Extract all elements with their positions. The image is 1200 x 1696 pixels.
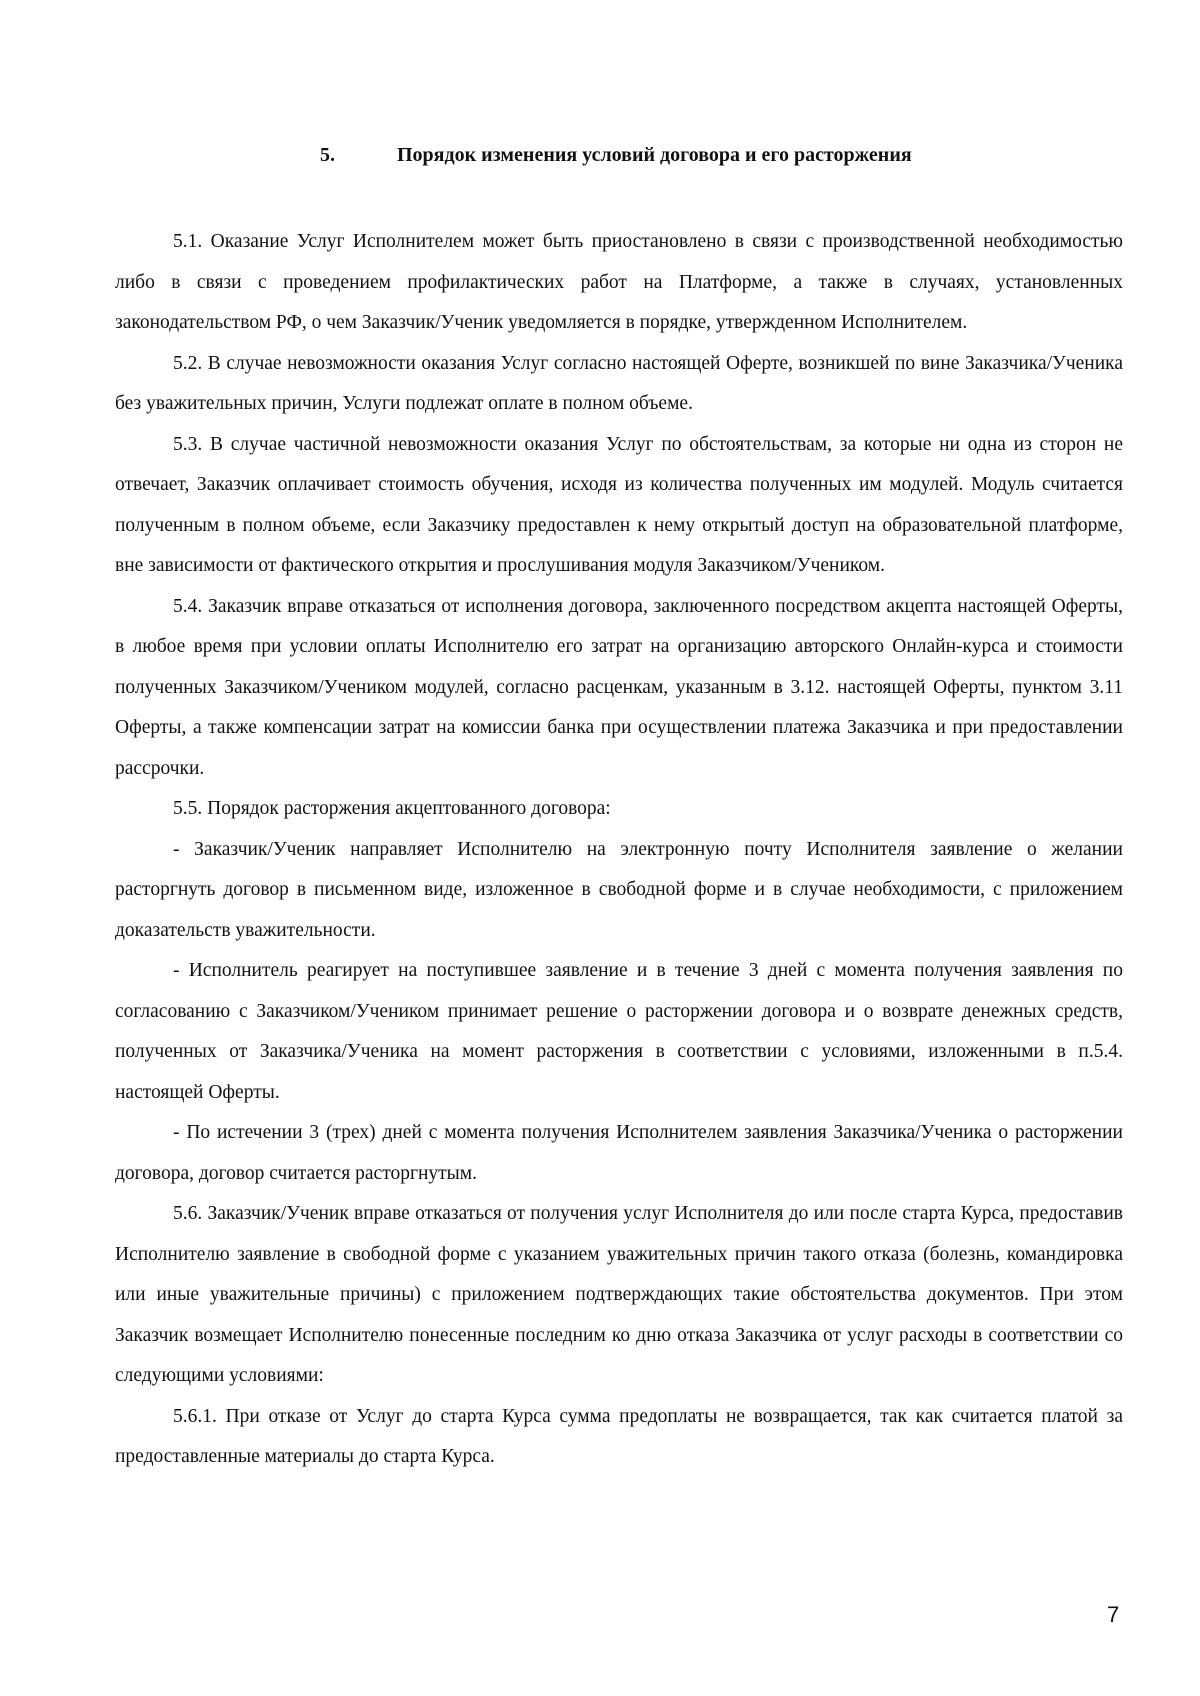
section-number: 5. xyxy=(320,144,335,166)
paragraph-5-1: 5.1. Оказание Услуг Исполнителем может быть приостановлено в связи с производственной необходимостью либо в связи с проведением профилактических работ на Платформе, а также в случаях, установленных законодательством РФ, о чем Заказчик/Ученик уведомляется в порядке, утвержденном Исполнителем. xyxy=(115,231,1123,333)
paragraph-5-6: 5.6. Заказчик/Ученик вправе отказаться от получения услуг Исполнителя до или после старта Курса, предоставив Исполнителю заявление в свободной форме с указанием уважительных причин такого отказа (болезнь, командировка или иные уважительные причины) с приложением подтверждающих такие обстоятельства документов. При этом Заказчик возмещает Исполнителю понесенные последним ко дню отказа Заказчика от услуг расходы в соответствии со следующими условиями: xyxy=(115,1203,1123,1386)
list-item-termination: - По истечении 3 (трех) дней с момента получения Исполнителем заявления Заказчика/Ученика о расторжении договора, договор считается расторгнутым. xyxy=(115,1122,1123,1184)
list-item-application: - Заказчик/Ученик направляет Исполнителю на электронную почту Исполнителя заявление о желании расторгнуть договор в письменном виде, изложенное в свободной форме и в случае необходимости, с приложением доказательств уважительности. xyxy=(115,838,1123,941)
section-title: Порядок изменения условий договора и его расторжения xyxy=(397,144,912,166)
paragraph-5-6-1: 5.6.1. При отказе от Услуг до старта Курса сумма предоплаты не возвращается, так как считается платой за предоставленные материалы до старта Курса. xyxy=(115,1405,1123,1467)
paragraph-5-4: 5.4. Заказчик вправе отказаться от исполнения договора, заключенного посредством акцепта настоящей Оферты, в любое время при условии оплаты Исполнителю его затрат на организацию авторского Онлайн-курса и стоимости полученных Заказчиком/Учеником модулей, согласно расценкам, указанным в 3.12. настоящей Оферты, пунктом 3.11 Оферты, а также компенсации затрат на комиссии банка при осуществлении платежа Заказчика и при предоставлении рассрочки. xyxy=(115,595,1123,779)
document-body xyxy=(115,222,1123,1478)
list-item-response: - Исполнитель реагирует на поступившее заявление и в течение 3 дней с момента получения заявления по согласованию с Заказчиком/Учеником принимает решение о расторжении договора и о возврате денежных средств, полученных от Заказчика/Ученика на момент расторжения в соответствии с условиями, изложенными в п.5.4. настоящей Оферты. xyxy=(115,960,1123,1103)
page-number: 7 xyxy=(1107,1602,1120,1627)
paragraph-5-2: 5.2. В случае невозможности оказания Услуг согласно настоящей Оферте, возникшей по вине Заказчика/Ученика без уважительных причин, Услуги подлежат оплате в полном объеме. xyxy=(115,352,1123,414)
paragraph-5-3: 5.3. В случае частичной невозможности оказания Услуг по обстоятельствам, за которые ни одна из сторон не отвечает, Заказчик оплачивает стоимость обучения, исходя из количества полученных им модулей. Модуль считается полученным в полном объеме, если Заказчику предоставлен к нему открытый доступ на образовательной платформе, вне зависимости от фактического открытия и прослушивания модуля Заказчиком/Учеником. xyxy=(115,433,1123,576)
paragraph-5-5: 5.5. Порядок расторжения акцептованного договора: xyxy=(173,798,611,819)
